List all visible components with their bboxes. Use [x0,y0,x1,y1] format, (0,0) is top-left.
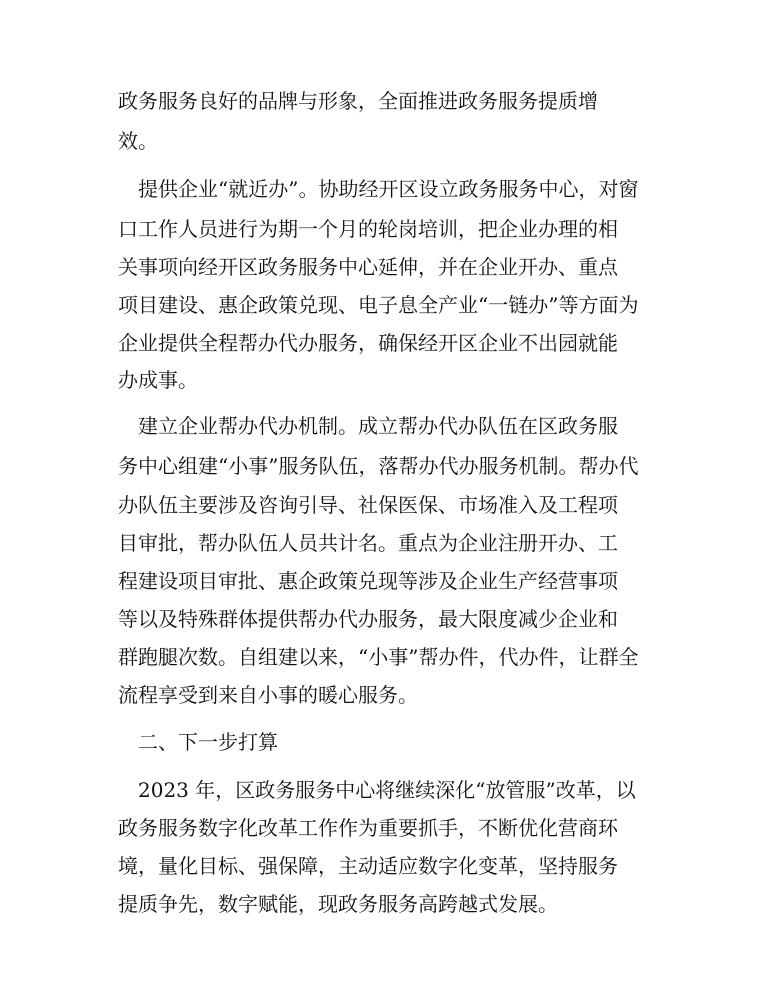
text-line: 目审批，帮办队伍人员共计名。重点为企业注册开办、工 [118,531,618,555]
text-line: 提质争先，数字赋能，现政务服务高跨越式发展。 [118,892,558,916]
text-line: 关事项向经开区政务服务中心延伸，并在企业开办、重点 [118,255,618,279]
text-line: 建立企业帮办代办机制。成立帮办代办队伍在区政务服 [138,414,618,438]
text-line: 项目建设、惠企政策兑现、电子息全产业“一链办”等方面为 [118,293,639,317]
text-line: 务中心组建“小事”服务队伍，落帮办代办服务机制。帮办代 [118,454,639,478]
text-line: 等以及特殊群体提供帮办代办服务，最大限度减少企业和 [118,607,618,631]
section-heading: 二、下一步打算 [138,730,278,754]
text-line: 效。 [118,129,158,153]
text-line: 提供企业“就近办”。协助经开区设立政务服务中心，对窗 [138,177,639,201]
text-line: 口工作人员进行为期一个月的轮岗培训，把企业办理的相 [118,217,618,241]
text-line: 程建设项目审批、惠企政策兑现等涉及企业生产经营事项 [118,569,618,593]
text-line: 办队伍主要涉及咨询引导、社保医保、市场准入及工程项 [118,493,618,517]
text-line: 2023 年，区政务服务中心将继续深化“放管服”改革，以 [138,778,636,802]
text-line: 企业提供全程帮办代办服务，确保经开区企业不出园就能 [118,331,618,355]
text-line: 群跑腿次数。自组建以来，“小事”帮办件，代办件，让群全 [118,645,639,669]
text-line: 流程享受到来自小事的暖心服务。 [118,683,418,707]
text-line: 政务服务数字化改革工作作为重要抓手，不断优化营商环 [118,816,618,840]
text-line: 办成事。 [118,368,198,392]
text-line: 境，量化目标、强保障，主动适应数字化变革，坚持服务 [118,854,618,878]
text-line: 政务服务良好的品牌与形象，全面推进政务服务提质增 [118,89,598,113]
